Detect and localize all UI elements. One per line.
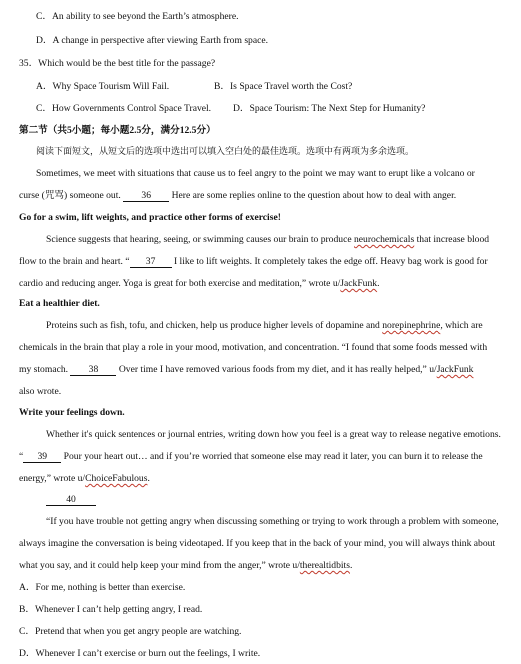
option-c: C．Pretend that when you get angry people are watching. bbox=[19, 626, 242, 637]
blank-37: 37 bbox=[130, 256, 172, 268]
q35-option-c: C．How Governments Control Space Travel. bbox=[36, 103, 212, 114]
option-b: B．Whenever I can’t help getting angry, I read. bbox=[19, 604, 203, 615]
para1-line-3: cardio and reducing anger. Yoga is great for both exercise and meditation,” wrote u/JackFunk. bbox=[19, 278, 380, 289]
section-instruction: 阅读下面短文，从短文后的选项中选出可以填入空白处的最佳选项。选项中有两项为多余选项。 bbox=[36, 147, 415, 157]
blank-40-line bbox=[46, 494, 513, 506]
passage-intro-line-1: Sometimes, we meet with situations that cause us to feel angry to the point we may want to erupt like a volcano or bbox=[36, 168, 475, 179]
q34-option-c: C．An ability to see beyond the Earth’s atmosphere. bbox=[36, 11, 239, 22]
q34-option-d: D．A change in perspective after viewing Earth from space. bbox=[36, 35, 269, 46]
blank-40: 40 bbox=[46, 494, 96, 506]
subheading-write: Write your feelings down. bbox=[19, 407, 125, 418]
option-a: A．For me, nothing is better than exercise. bbox=[19, 582, 186, 593]
para2-line-4: also wrote. bbox=[19, 386, 62, 397]
para4-line-1: “If you have trouble not getting angry when discussing something or trying to work through a problem with someone, bbox=[46, 516, 499, 527]
blank-36: 36 bbox=[123, 190, 169, 202]
q35-option-a: A．Why Space Tourism Will Fail. bbox=[36, 81, 170, 92]
subheading-exercise: Go for a swim, lift weights, and practice other forms of exercise! bbox=[19, 212, 281, 223]
blank-39: 39 bbox=[23, 451, 61, 463]
blank-38: 38 bbox=[70, 364, 116, 376]
para1-line-2: flow to the brain and heart. “ 37 I like to lift weights. It completely takes the edge off. Heavy bag work is good for bbox=[19, 256, 488, 267]
para3-line-1: Whether it's quick sentences or journal entries, writing down how you feel is a great way to release negative emotions. bbox=[46, 429, 501, 440]
para3-line-2: “ 39 Pour your heart out… and if you’re worried that someone else may read it later, you can burn it to release the bbox=[19, 451, 483, 462]
q35-stem: 35．Which would be the best title for the passage? bbox=[19, 58, 216, 69]
para1-line-1: Science suggests that hearing, seeing, or swimming causes our brain to produce neurochemicals that increase blood bbox=[46, 234, 490, 245]
para4-line-2: always imagine the conversation is being videotaped. If you keep that in the back of your mind, you will always think about bbox=[19, 538, 496, 549]
q35-options-row-2 bbox=[0, 103, 521, 115]
para4-line-3: what you say, and it could help keep your mind from the anger,” wrote u/therealtidbits. bbox=[19, 560, 353, 571]
para2-line-3: my stomach. 38 Over time I have removed various foods from my diet, and it has really helped,” u/JackFunk bbox=[19, 364, 474, 375]
para2-line-2: chemicals in the brain that play a role in your mood, motivation, and concentration. “I found that some foods messed with bbox=[19, 342, 488, 353]
q35-option-d: D．Space Tourism: The Next Step for Humanity? bbox=[233, 103, 426, 114]
passage-intro-line-2: curse (咒骂) someone out. 36 Here are some replies online to the question about how to deal with anger. bbox=[19, 190, 457, 201]
q35-options-row-1 bbox=[0, 81, 521, 93]
section-heading: 第二节（共5小题；每小题2.5分，满分12.5分） bbox=[19, 125, 216, 136]
subheading-diet: Eat a healthier diet. bbox=[19, 298, 100, 309]
q35-option-b: B．Is Space Travel worth the Cost? bbox=[214, 81, 353, 92]
option-d: D．Whenever I can’t exercise or burn out the feelings, I write. bbox=[19, 648, 261, 659]
para3-line-3: energy,” wrote u/ChoiceFabulous. bbox=[19, 473, 150, 484]
para2-line-1: Proteins such as fish, tofu, and chicken, help us produce higher levels of dopamine and norepinephrine, which are bbox=[46, 320, 483, 331]
